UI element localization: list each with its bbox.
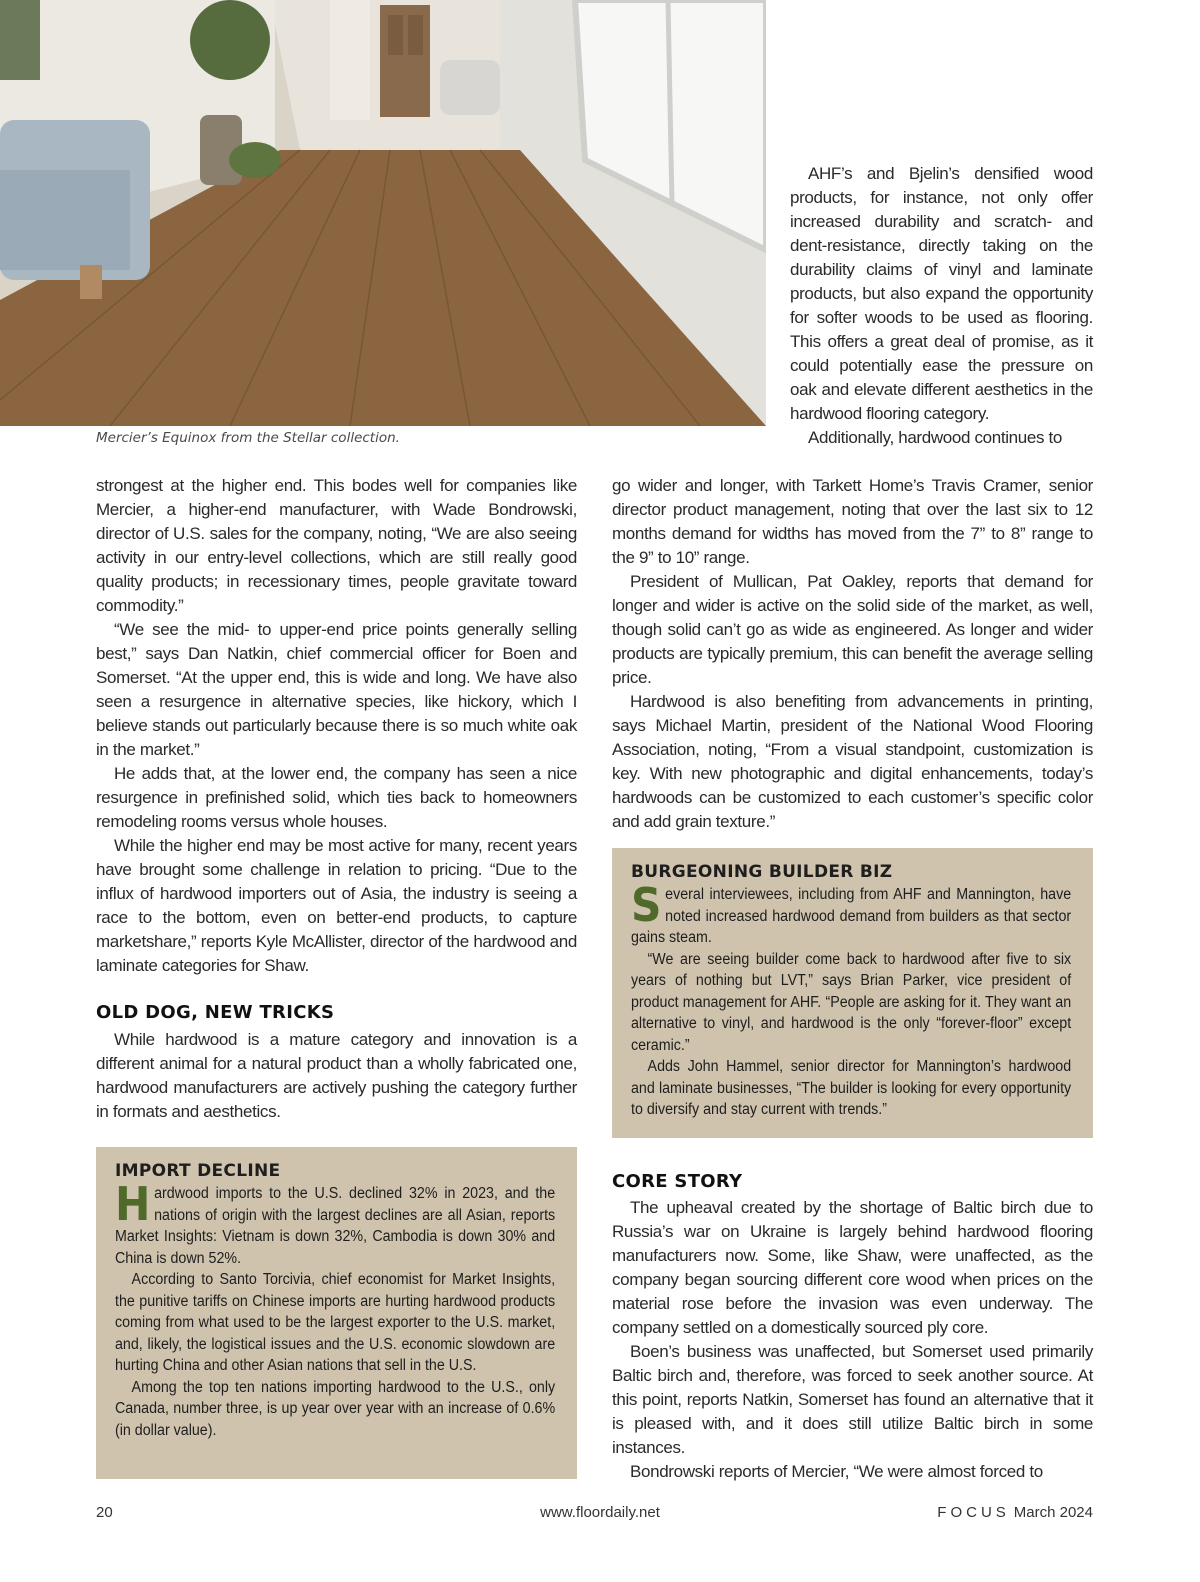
drop-cap: H: [115, 1177, 151, 1231]
paragraph: While hardwood is a mature category and innovation is a different animal for a natural product than a wholly fabricated one, hardwood manufacturers are actively pushing the category further in formats and aesthetics.: [96, 1030, 577, 1121]
page-number: 20: [96, 1504, 113, 1521]
column-right-top: [790, 162, 1093, 450]
drop-cap: S: [631, 878, 662, 932]
paragraph: Bondrowski reports of Mercier, “We were almost forced to: [630, 1462, 1043, 1481]
sidebar-import-decline: [96, 1147, 577, 1479]
sidebar-lead-text: everal interviewees, including from AHF and Mannington, have noted increased hardwood demand from builders as that sector gains steam.: [631, 886, 1072, 946]
sidebar-title: BURGEONING BUILDER BIZ: [631, 862, 893, 882]
paragraph: Additionally, hardwood continues to: [808, 428, 1062, 447]
sidebar-lead-text: ardwood imports to the U.S. declined 32% in 2023, and the nations of origin with the largest declines are all Asian, reports Market Insights: Vietnam is down 32%, Cambodia is down 30% and China is down 52%.: [115, 1185, 556, 1267]
issue-date: March 2024: [1013, 1504, 1093, 1521]
footer-publication: [937, 1504, 1093, 1521]
paragraph: The upheaval created by the shortage of Baltic birch due to Russia’s war on Ukraine is largely behind hardwood flooring manufacturers now. Some, like Shaw, were unaffected, as the company began sourcing different core wood when prices on the material rose before the invasion was even underway. The company settled on a domestically sourced ply core.: [612, 1198, 1093, 1337]
paragraph: Boen’s business was unaffected, but Somerset used primarily Baltic birch and, therefore, was forced to seek another source. At this point, reports Natkin, Somerset has found an alternative that it is pleased with, and it does still utilize Baltic birch in some instances.: [612, 1342, 1093, 1457]
column-left: [96, 474, 577, 978]
paragraph: While the higher end may be most active for many, recent years have brought some challenge in relation to pricing. “Due to the influx of hardwood importers out of Asia, the industry is seeing a race to the bottom, even on better-end products, to capture marketshare,” reports Kyle McAllister, director of the hardwood and laminate categories for Shaw.: [96, 836, 577, 975]
paragraph: Among the top ten nations importing hardwood to the U.S., only Canada, number three, is up year over year with an increase of 0.6% (in dollar value).: [115, 1378, 556, 1439]
old-dog-body: [96, 1028, 577, 1124]
section-heading-old-dog: OLD DOG, NEW TRICKS: [96, 1002, 335, 1023]
sidebar-lead-paragraph: [115, 1177, 556, 1269]
room-photo-illustration: [0, 0, 766, 426]
sidebar-body: [115, 1177, 556, 1441]
paragraph: Adds John Hammel, senior director for Mannington’s hardwood and laminate businesses, “The builder is looking for every opportunity to diversify and stay current with trends.”: [631, 1058, 1072, 1118]
magazine-name: FOCUS: [937, 1504, 1010, 1521]
paragraph: President of Mullican, Pat Oakley, reports that demand for longer and wider is active on the solid side of the market, as well, though solid can’t go as wide as engineered. As longer and wider products are typically premium, this can benefit the average selling price.: [612, 572, 1093, 687]
footer-url[interactable]: www.floordaily.net: [540, 1504, 660, 1521]
paragraph: strongest at the higher end. This bodes well for companies like Mercier, a higher-end manufacturer, with Wade Bondrowski, director of U.S. sales for the company, noting, “We are also seeing activity in our entry-level collections, which are still really good quality products; in recessionary times, people gravitate toward commodity.”: [96, 476, 577, 615]
photo-caption: Mercier’s Equinox from the Stellar collection.: [96, 430, 400, 446]
paragraph: go wider and longer, with Tarkett Home’s Travis Cramer, senior director product management, noting that over the last six to 12 months demand for widths has moved from the 7” to 8” range to the 9” to 10” range.: [612, 476, 1093, 567]
paragraph: Hardwood is also benefiting from advancements in printing, says Michael Martin, president of the National Wood Flooring Association, noting, “From a visual standpoint, customization is key. With new photographic and digital enhancements, today’s hardwoods can be customized to each customer’s specific color and add grain texture.”: [612, 692, 1093, 831]
paragraph: “We see the mid- to upper-end price points generally selling best,” says Dan Natkin, chief commercial officer for Boen and Somerset. “At the upper end, this is wide and long. We have also seen a resurgence in alternative species, like hickory, which I believe stands out particularly because there is so much white oak in the market.”: [96, 620, 577, 759]
sidebar-lead-paragraph: [631, 878, 1072, 949]
paragraph: He adds that, at the lower end, the company has seen a nice resurgence in prefinished solid, which ties back to homeowners remodeling rooms versus whole houses.: [96, 764, 577, 831]
sidebar-body: [631, 878, 1072, 1121]
column-core-story: [612, 1196, 1093, 1484]
paragraph: “We are seeing builder come back to hardwood after five to six years of nothing but LVT,” says Brian Parker, vice president of product management for AHF. “People are asking for it. They want an alternative to vinyl, and hardwood is the only “forever-floor” except ceramic.”: [631, 950, 1072, 1054]
sidebar-title: IMPORT DECLINE: [115, 1161, 281, 1181]
sidebar-builder-biz: [612, 848, 1093, 1138]
column-right-middle: [612, 474, 1093, 834]
section-heading-core-story: CORE STORY: [612, 1171, 743, 1192]
paragraph: AHF’s and Bjelin’s densified wood products, for instance, not only offer increased durability and scratch- and dent-resistance, directly taking on the durability claims of vinyl and laminate products, but also expand the opportunity for softer woods to be used as flooring. This offers a great deal of promise, as it could potentially ease the pressure on oak and elevate different aesthetics in the hardwood flooring category.: [790, 164, 1093, 423]
paragraph: According to Santo Torcivia, chief economist for Market Insights, the punitive tariffs on Chinese imports are hurting hardwood products coming from what used to be the largest exporter to the U.S. market, and, likely, the logistical issues and the U.S. economic slowdown are hurting China and other Asian nations that sell in the U.S.: [115, 1271, 556, 1374]
room-photo: [0, 0, 766, 426]
